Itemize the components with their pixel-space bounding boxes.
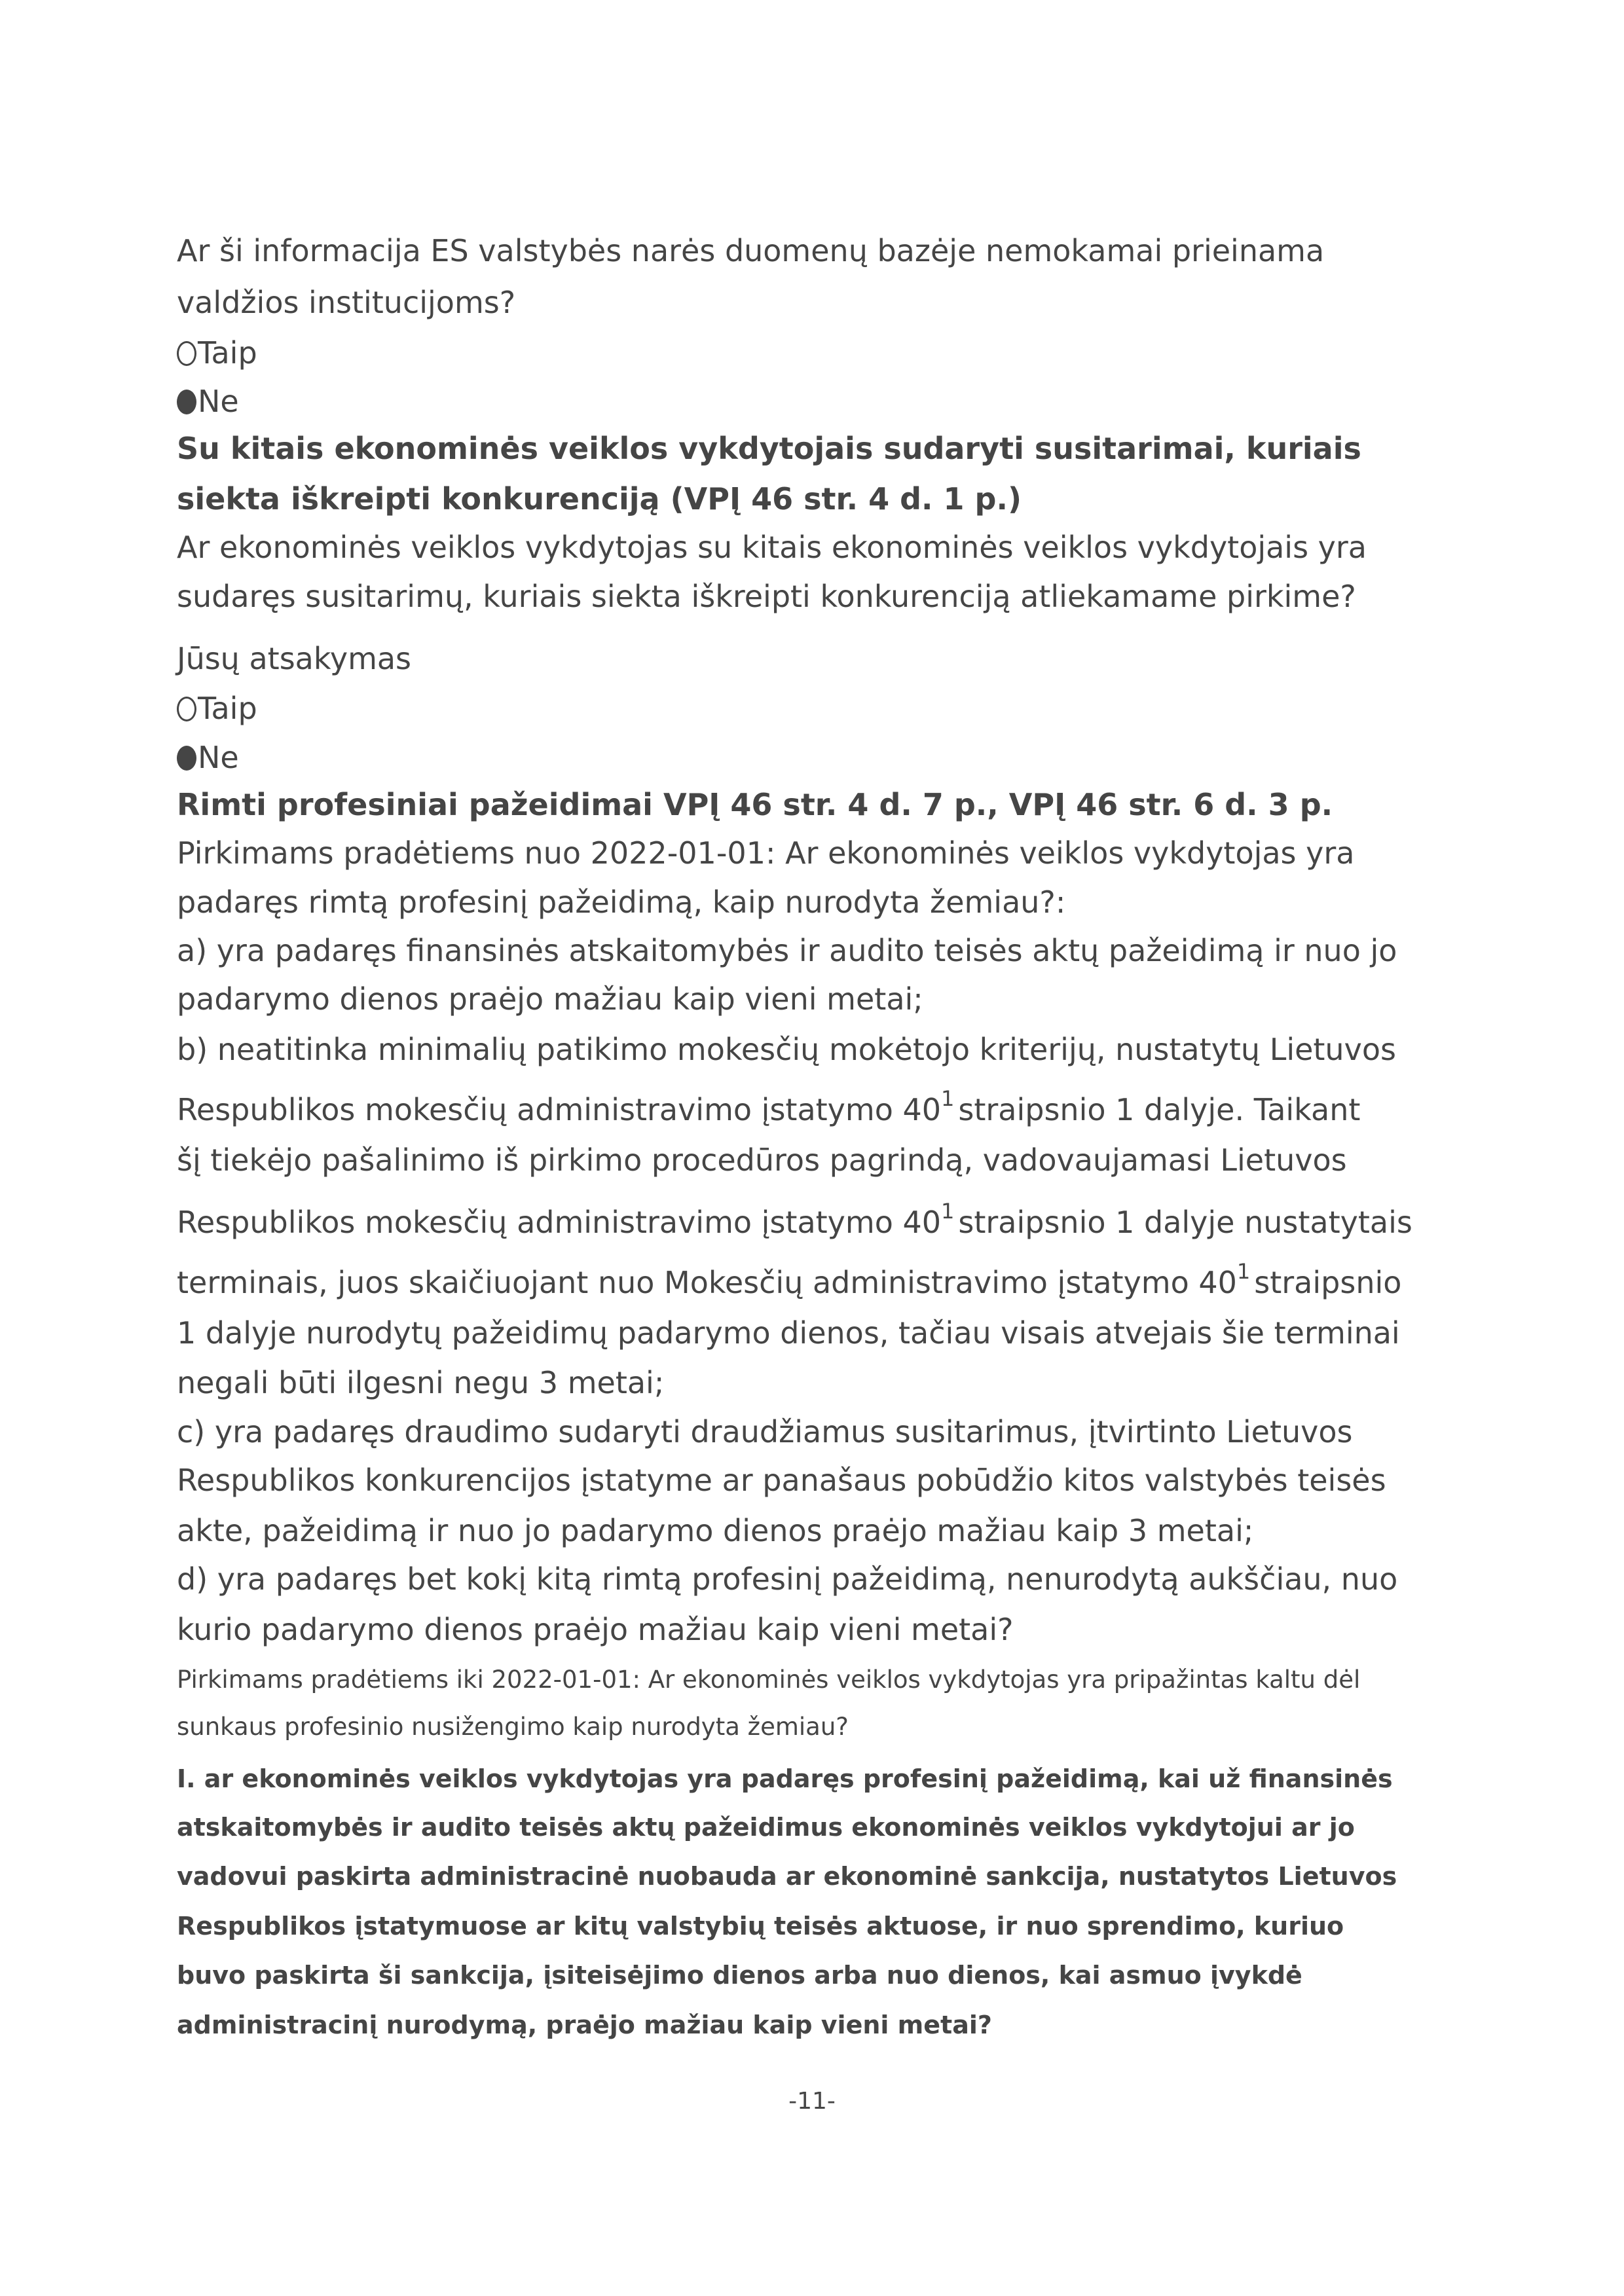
text-line: sunkaus profesinio nusižengimo kaip nurodyta žemiau? bbox=[177, 1713, 849, 1741]
radio-filled-icon[interactable] bbox=[177, 746, 196, 771]
text-line: padaręs rimtą profesinį pažeidimą, kaip nurodyta žemiau?: bbox=[177, 884, 1066, 920]
text-line: atskaitomybės ir audito teisės aktų pažeidimus ekonominės veiklos vykdytojui ar jo bbox=[177, 1813, 1355, 1842]
text-line: administracinį nurodymą, praėjo mažiau kaip vieni metai? bbox=[177, 2011, 992, 2039]
text-line: Ar ekonominės veiklos vykdytojas su kitais ekonominės veiklos vykdytojais yra bbox=[177, 530, 1367, 565]
radio-filled-icon[interactable] bbox=[177, 390, 196, 414]
text-line: Respublikos konkurencijos įstatyme ar panašaus pobūdžio kitos valstybės teisės bbox=[177, 1463, 1386, 1498]
text-line: Pirkimams pradėtiems iki 2022-01-01: Ar ekonominės veiklos vykdytojas yra pripažintas kaltu dėl bbox=[177, 1666, 1361, 1694]
text-line: negali būti ilgesni negu 3 metai; bbox=[177, 1365, 665, 1400]
radio-empty-icon[interactable] bbox=[177, 697, 196, 721]
option-label: Ne bbox=[198, 384, 239, 419]
text: Respublikos mokesčių administravimo įstatymo 40 bbox=[177, 1205, 942, 1240]
text: terminais, juos skaičiuojant nuo Mokesčių administravimo įstatymo 40 bbox=[177, 1265, 1237, 1300]
radio-option-taip[interactable] bbox=[177, 687, 257, 729]
superscript: 1 bbox=[941, 1199, 955, 1224]
text: Respublikos mokesčių administravimo įstatymo 40 bbox=[177, 1092, 942, 1127]
text-line: Respublikos įstatymuose ar kitų valstybių teisės aktuose, ir nuo sprendimo, kuriuo bbox=[177, 1912, 1344, 1941]
radio-empty-icon[interactable] bbox=[177, 341, 196, 366]
superscript: 1 bbox=[1236, 1259, 1251, 1284]
text-line: c) yra padaręs draudimo sudaryti draudžiamus susitarimus, įtvirtinto Lietuvos bbox=[177, 1414, 1353, 1449]
text-line: padarymo dienos praėjo mažiau kaip vieni metai; bbox=[177, 981, 923, 1017]
text-line: sudaręs susitarimų, kuriais siekta iškreipti konkurenciją atliekamame pirkime? bbox=[177, 579, 1356, 614]
option-label: Ne bbox=[198, 740, 239, 775]
text-line: b) neatitinka minimalių patikimo mokesčių mokėtojo kriterijų, nustatytų Lietuvos bbox=[177, 1032, 1396, 1067]
text-line bbox=[177, 1201, 1412, 1243]
answer-label: Jūsų atsakymas bbox=[177, 641, 412, 676]
text-line: a) yra padaręs finansinės atskaitomybės ir audito teisės aktų pažeidimą ir nuo jo bbox=[177, 933, 1397, 968]
text-line: valdžios institucijoms? bbox=[177, 285, 516, 320]
superscript: 1 bbox=[941, 1086, 955, 1111]
text: straipsnio 1 dalyje. Taikant bbox=[958, 1092, 1361, 1127]
option-label: Taip bbox=[198, 691, 257, 726]
radio-option-ne[interactable] bbox=[177, 737, 239, 778]
text-line: Ar ši informacija ES valstybės narės duomenų bazėje nemokamai prieinama bbox=[177, 233, 1325, 268]
text-line: d) yra padaręs bet kokį kitą rimtą profesinį pažeidimą, nenurodytą aukščiau, nuo bbox=[177, 1561, 1398, 1597]
text: straipsnio bbox=[1254, 1265, 1402, 1300]
text-line: Pirkimams pradėtiems nuo 2022-01-01: Ar ekonominės veiklos vykdytojas yra bbox=[177, 835, 1355, 871]
text-line bbox=[177, 1259, 1402, 1303]
text-line: buvo paskirta ši sankcija, įsiteisėjimo dienos arba nuo dienos, kai asmuo įvykdė bbox=[177, 1961, 1302, 1990]
text-line bbox=[177, 1086, 1361, 1131]
text-line: šį tiekėjo pašalinimo iš pirkimo procedūros pagrindą, vadovaujamasi Lietuvos bbox=[177, 1142, 1347, 1178]
text-line: akte, pažeidimą ir nuo jo padarymo dienos praėjo mažiau kaip 3 metai; bbox=[177, 1513, 1254, 1548]
text-line: I. ar ekonominės veiklos vykdytojas yra padaręs profesinį pažeidimą, kai už finansinės bbox=[177, 1764, 1393, 1793]
radio-option-ne[interactable] bbox=[177, 380, 239, 422]
radio-option-taip[interactable] bbox=[177, 332, 257, 374]
text: straipsnio 1 dalyje nustatytais bbox=[958, 1205, 1412, 1240]
section-heading: siekta iškreipti konkurenciją (VPĮ 46 str. 4 d. 1 p.) bbox=[177, 481, 1022, 517]
option-label: Taip bbox=[198, 335, 257, 371]
text-line: vadovui paskirta administracinė nuobauda ar ekonominė sankcija, nustatytos Lietuvos bbox=[177, 1862, 1397, 1891]
text-line: 1 dalyje nurodytų pažeidimų padarymo dienos, tačiau visais atvejais šie terminai bbox=[177, 1315, 1400, 1351]
page-number: -11- bbox=[788, 2088, 836, 2115]
section-heading: Rimti profesiniai pažeidimai VPĮ 46 str. 4 d. 7 p., VPĮ 46 str. 6 d. 3 p. bbox=[177, 787, 1333, 822]
section-heading: Su kitais ekonominės veiklos vykdytojais sudaryti susitarimai, kuriais bbox=[177, 431, 1361, 466]
text-line: kurio padarymo dienos praėjo mažiau kaip vieni metai? bbox=[177, 1612, 1014, 1647]
